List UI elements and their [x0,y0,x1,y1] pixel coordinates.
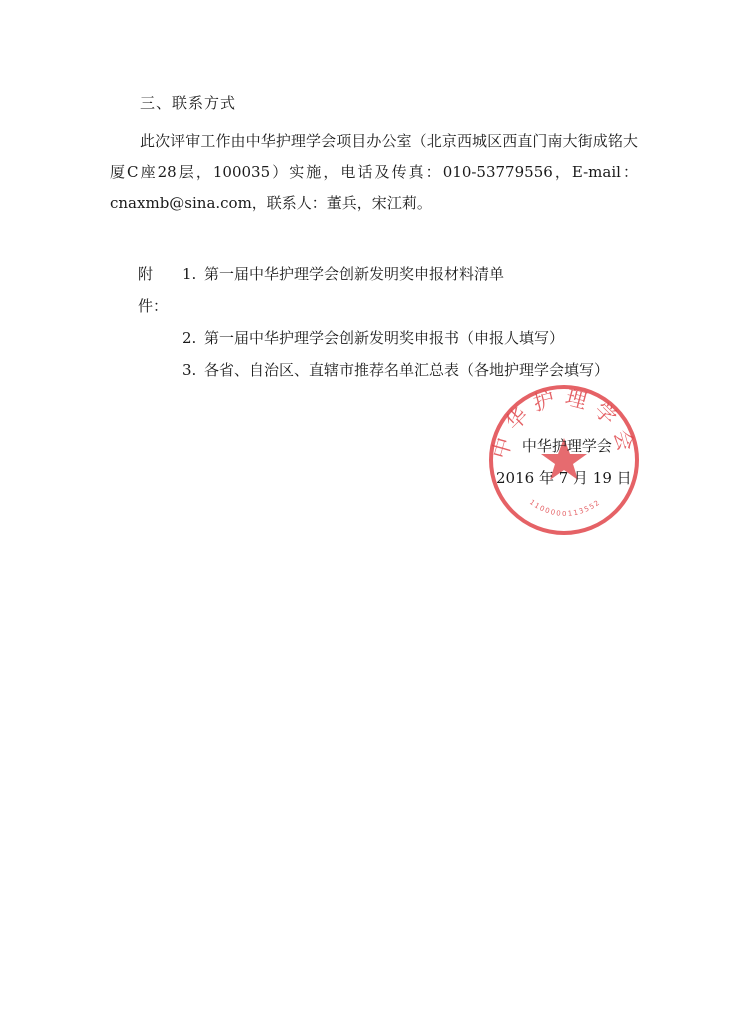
contact-text: 此次评审工作由中华护理学会项目办公室（北京西城区西直门南大街成铭大厦C座28层，100035）实施，电话及传真：010-53779556，E-mail：cnaxmb@sina.com，联系人：董兵，宋江莉。 [110,132,638,212]
attachments-lead: 附件： [138,265,169,315]
signature-block [496,430,632,494]
attachment-text: 第一届中华护理学会创新发明奖申报材料清单 [204,265,505,283]
seal-code-text: 1100000113552 [527,498,603,518]
signature-date: 2016 年 7 月 19 日 [496,469,632,487]
attachment-number: 2. [182,329,197,347]
attachment-item [138,258,609,322]
attachment-number: 3. [182,361,197,379]
signature-org: 中华护理学会 [521,437,612,455]
attachment-number: 1. [182,265,197,283]
attachment-text: 第一届中华护理学会创新发明奖申报书（申报人填写） [204,329,565,347]
attachments-list [138,258,609,386]
seal-arc-text: 中华护理学会 [487,384,641,462]
section-heading: 三、联系方式 [140,94,237,112]
contact-paragraph [110,126,638,219]
attachment-item [138,322,609,354]
attachment-text: 各省、自治区、直辖市推荐名单汇总表（各地护理学会填写） [204,361,610,379]
